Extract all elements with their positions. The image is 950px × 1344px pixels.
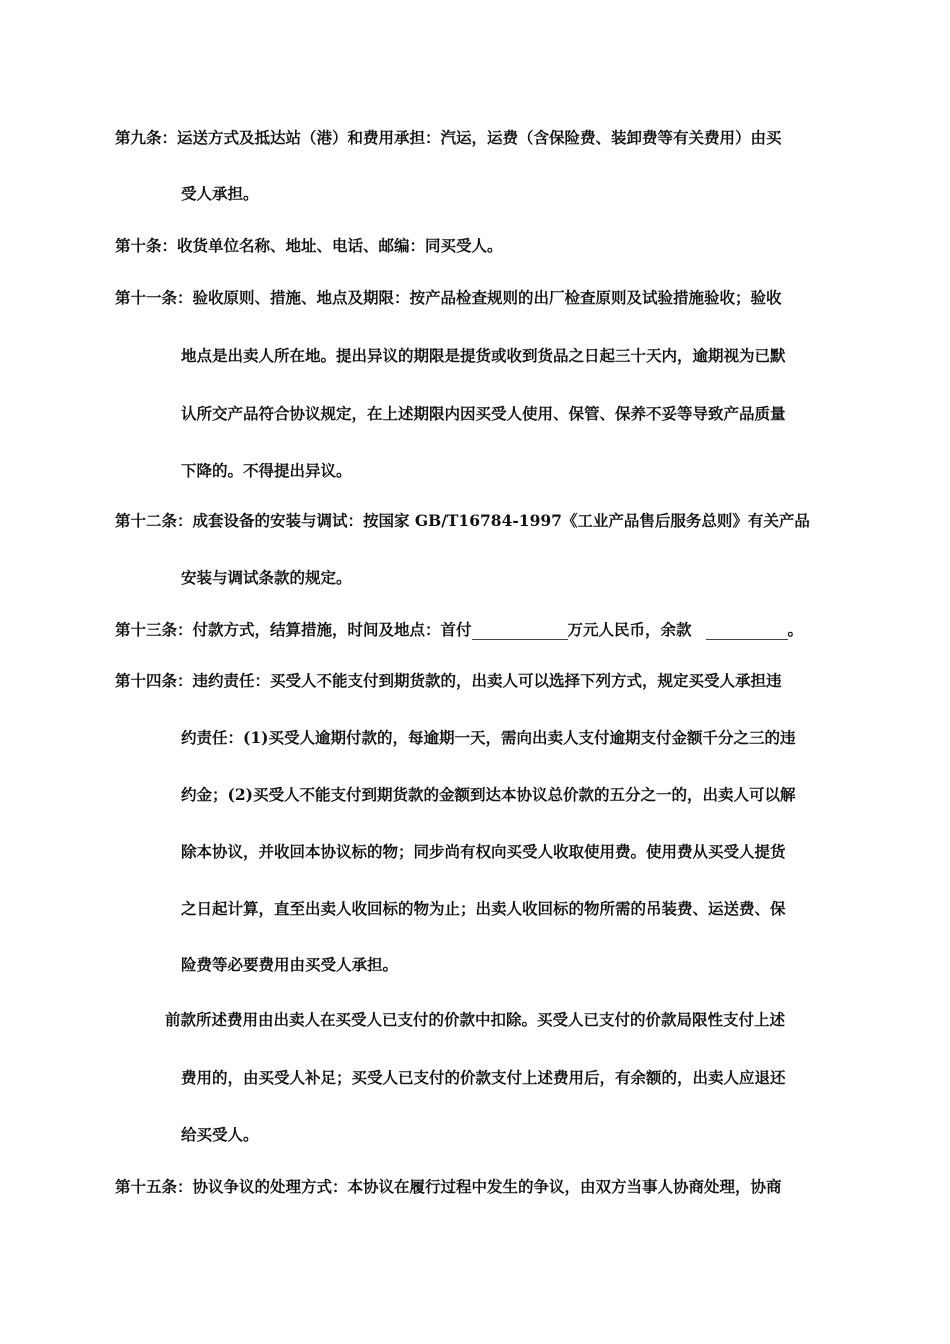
clause-11-line-1: 第十一条：验收原则、措施、地点及期限：按产品检查规则的出厂检查原则及试验措施验收；验收 [115, 288, 782, 307]
clause-14-para-2-line-3: 给买受人。 [181, 1125, 259, 1144]
clause-12-line-2: 安装与调试条款的规定。 [181, 568, 352, 587]
clause-14-line-3: 约金；(2)买受人不能支付到期货款的金额到达本协议总价款的五分之一的，出卖人可以解 [181, 785, 796, 804]
down-payment-blank [472, 623, 568, 640]
clause-11-line-3: 认所交产品符合协议规定，在上述期限内因买受人使用、保管、保养不妥等导致产品质量 [181, 404, 786, 423]
clause-14-line-6: 险费等必要费用由买受人承担。 [181, 955, 399, 974]
clause-15-line-1: 第十五条：协议争议的处理方式：本协议在履行过程中发生的争议，由双方当事人协商处理，协商 [115, 1177, 782, 1196]
clause-14-para-2-line-2: 费用的，由买受人补足；买受人已支付的价款支付上述费用后，有余额的，出卖人应退还 [181, 1068, 786, 1087]
clause-14-line-1: 第十四条：违约责任：买受人不能支付到期货款的，出卖人可以选择下列方式，规定买受人承担违 [115, 671, 782, 690]
clause-9-line-1: 第九条：运送方式及抵达站（港）和费用承担：汽运，运费（含保险费、装卸费等有关费用）由买 [115, 128, 782, 147]
clause-13-text-1: 第十三条：付款方式，结算措施，时间及地点：首付 [115, 620, 472, 639]
clause-10-line-1: 第十条：收货单位名称、地址、电话、邮编：同买受人。 [115, 236, 503, 255]
clause-12-line-1: 第十二条：成套设备的安装与调试：按国家 GB/T16784-1997《工业产品售后服务总则》有关产品 [115, 511, 810, 530]
clause-14-line-4: 除本协议，并收回本协议标的物；同步尚有权向买受人收取使用费。使用费从买受人提货 [181, 842, 786, 861]
clause-13-line-1 [115, 620, 950, 640]
clause-13-text-3: 。 [787, 620, 804, 639]
clause-13-text-2: 万元人民币，余款 [567, 620, 692, 639]
clause-14-para-2-line-1: 前款所述费用由出卖人在买受人已支付的价款中扣除。买受人已支付的价款局限性支付上述 [165, 1010, 786, 1029]
balance-blank [706, 623, 788, 640]
clause-14-line-5: 之日起计算，直至出卖人收回标的物为止；出卖人收回标的物所需的吊装费、运送费、保 [181, 899, 786, 918]
clause-14-line-2: 约责任：(1)买受人逾期付款的，每逾期一天，需向出卖人支付逾期支付金额千分之三的违 [181, 728, 796, 747]
clause-11-line-4: 下降的。不得提出异议。 [181, 461, 352, 480]
clause-9-line-2: 受人承担。 [181, 184, 259, 203]
clause-11-line-2: 地点是出卖人所在地。提出异议的期限是提货或收到货品之日起三十天内，逾期视为已默 [181, 346, 786, 365]
